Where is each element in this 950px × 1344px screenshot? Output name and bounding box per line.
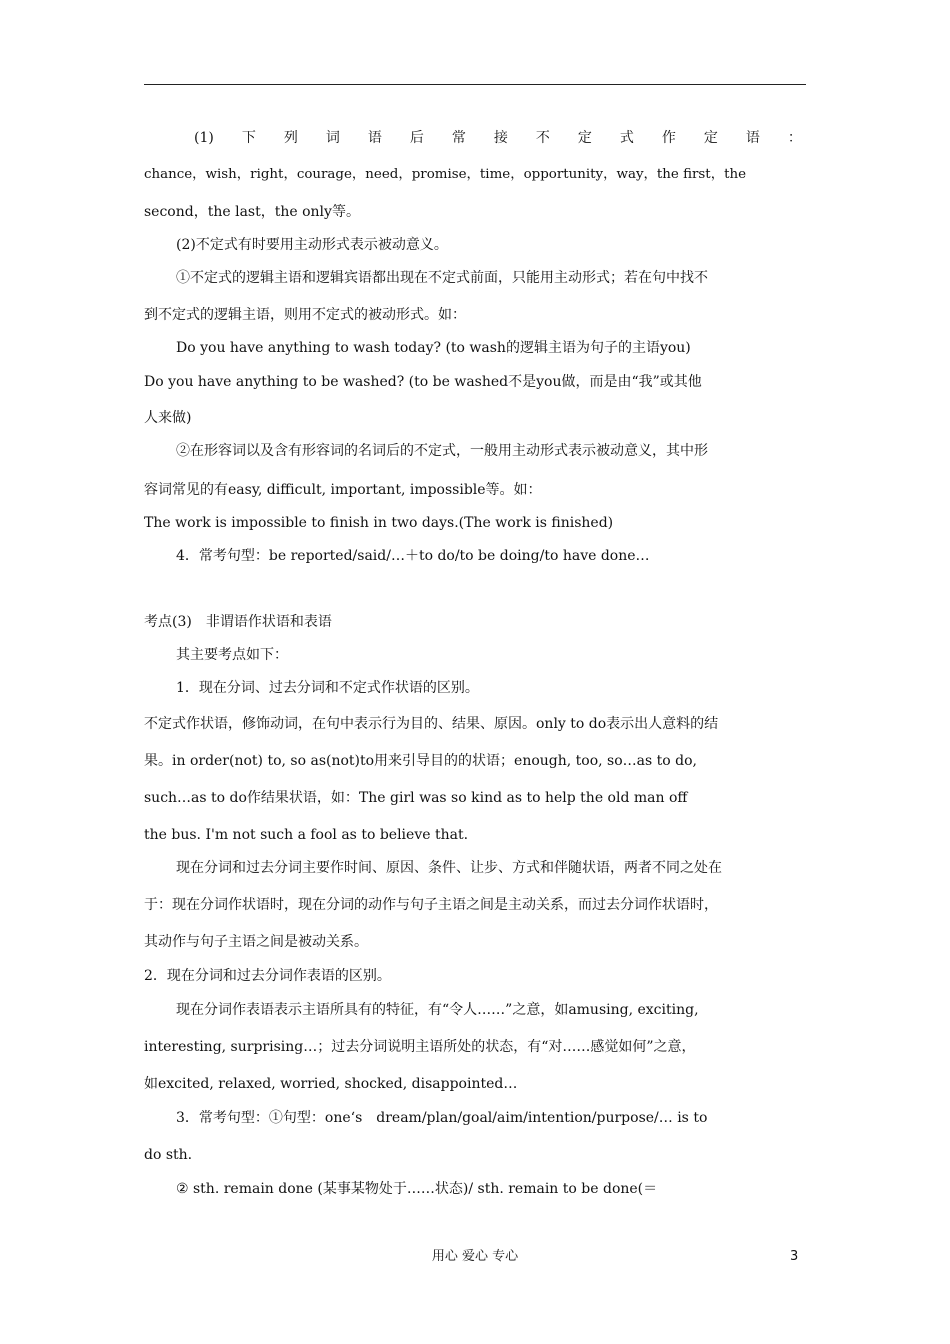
heading-char: 下	[241, 130, 256, 146]
text-line: 4．常考句型：be reported/said/…＋to do/to be doing/to have done…	[176, 548, 650, 564]
text-line: 现在分词作表语表示主语所具有的特征，有“令人……”之意，如amusing, exciting,	[176, 1002, 699, 1018]
heading-line-1	[194, 128, 802, 148]
heading-char: 不	[535, 130, 550, 146]
text-line: ② sth. remain done (某事某物处于……状态)/ sth. remain to be done(＝	[176, 1181, 658, 1197]
heading-char: 定	[703, 130, 718, 146]
text-line: 其主要考点如下：	[176, 647, 288, 663]
text-line: 如excited, relaxed, worried, shocked, disappointed…	[144, 1076, 518, 1092]
header-rule	[144, 84, 806, 85]
text-line: 其动作与句子主语之间是被动关系。	[144, 934, 368, 950]
section-heading: 考点(3) 非谓语作状语和表语	[144, 614, 332, 630]
text-line: 果。in order(not) to, so as(not)to用来引导目的的状语；enough, too, so…as to do,	[144, 753, 697, 769]
heading-char: 常	[451, 130, 466, 146]
text-line: ①不定式的逻辑主语和逻辑宾语都出现在不定式前面，只能用主动形式；若在句中找不	[176, 270, 708, 286]
heading-char: ：	[787, 130, 802, 146]
heading-char: 后	[409, 130, 424, 146]
text-line: do sth.	[144, 1147, 193, 1163]
text-line: 3．常考句型：①句型：one‘s dream/plan/goal/aim/intention/purpose/… is to	[176, 1110, 708, 1126]
text-line: 1．现在分词、过去分词和不定式作状语的区别。	[176, 680, 479, 696]
text-line: such…as to do作结果状语，如：The girl was so kind as to help the old man off	[144, 790, 688, 806]
text-line: 不定式作状语，修饰动词，在句中表示行为目的、结果、原因。only to do表示出人意料的结	[144, 716, 719, 732]
text-line: (2)不定式有时要用主动形式表示被动意义。	[176, 237, 448, 253]
text-line: interesting, surprising…；过去分词说明主语所处的状态，有“对……感觉如何”之意，	[144, 1039, 696, 1055]
text-line: The work is impossible to finish in two days.(The work is finished)	[144, 515, 614, 531]
footer-text: 用心 爱心 专心	[431, 1249, 519, 1264]
text-line: 现在分词和过去分词主要作时间、原因、条件、让步、方式和伴随状语，两者不同之处在	[176, 860, 722, 876]
text-line: the bus. I'm not such a fool as to believe that.	[144, 827, 469, 843]
heading-char: 词	[325, 130, 340, 146]
text-line: 2．现在分词和过去分词作表语的区别。	[144, 968, 391, 984]
heading-char: 接	[493, 130, 508, 146]
text-line: 人来做)	[144, 410, 192, 426]
text-line: second，the last，the only等。	[144, 204, 360, 220]
text-line: 容词常见的有easy, difficult, important, impossible等。如：	[144, 482, 542, 498]
heading-char: 定	[577, 130, 592, 146]
heading-char: 列	[283, 130, 298, 146]
heading-char: 式	[619, 130, 634, 146]
text-line: 到不定式的逻辑主语，则用不定式的被动形式。如：	[144, 307, 466, 323]
text-line: chance，wish，right，courage，need，promise，time，opportunity，way，the first，the	[144, 167, 747, 182]
text-line: ②在形容词以及含有形容词的名词后的不定式，一般用主动形式表示被动意义，其中形	[176, 443, 708, 459]
page-number: 3	[790, 1249, 799, 1264]
heading-char: 作	[661, 130, 676, 146]
text-line: Do you have anything to be washed? (to be washed不是you做，而是由“我”或其他	[144, 374, 702, 390]
heading-char: (1)	[194, 130, 214, 146]
heading-char: 语	[745, 130, 760, 146]
heading-char: 语	[367, 130, 382, 146]
text-line: 于：现在分词作状语时，现在分词的动作与句子主语之间是主动关系，而过去分词作状语时，	[144, 897, 718, 913]
text-line: Do you have anything to wash today? (to wash的逻辑主语为句子的主语you)	[176, 340, 691, 356]
